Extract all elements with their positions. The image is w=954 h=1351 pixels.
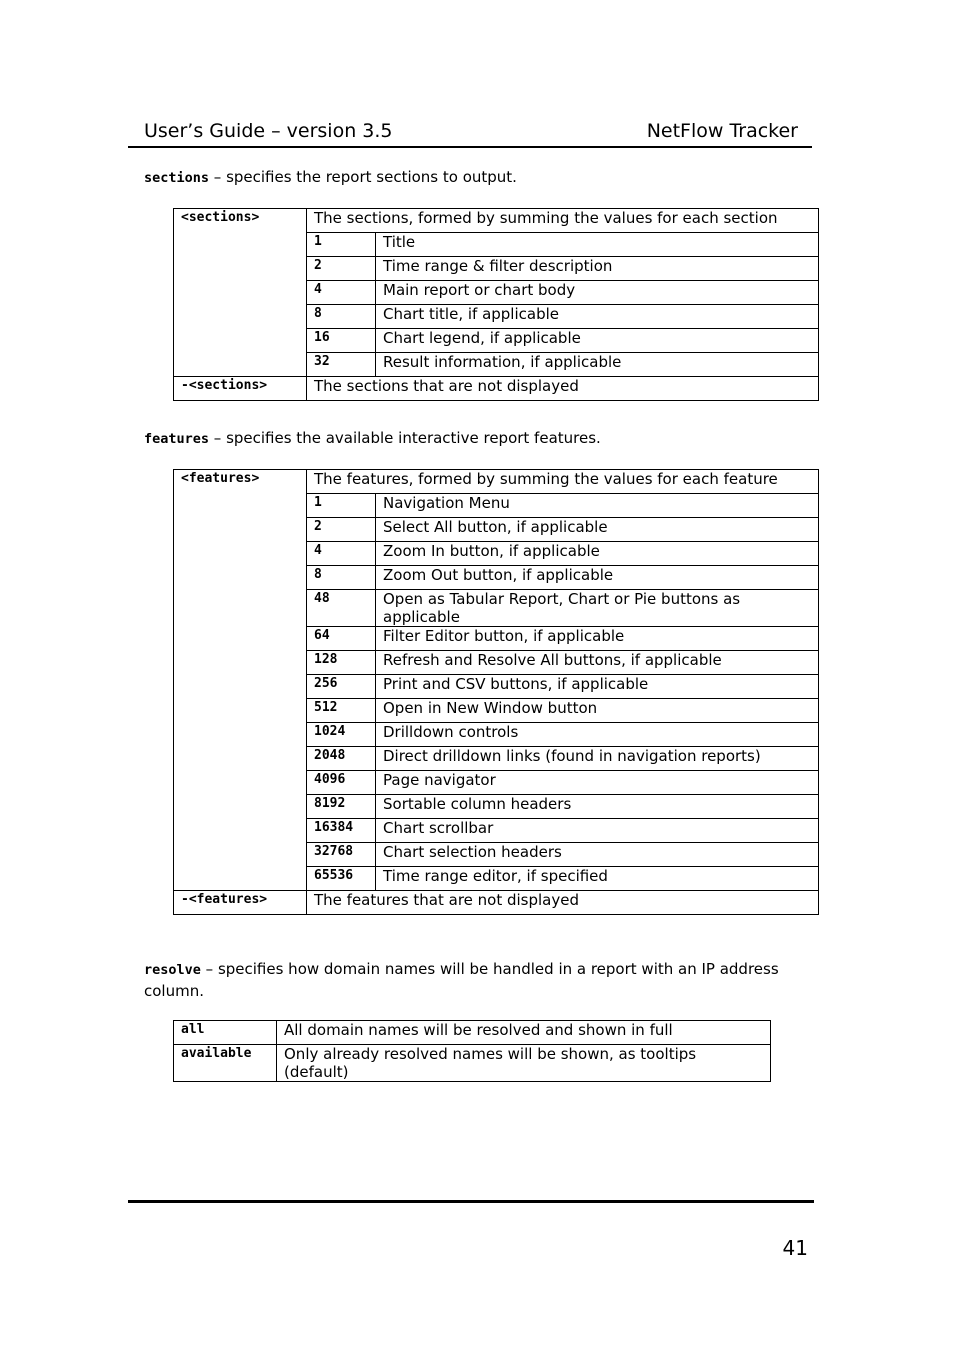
sections-code: <sections> (174, 209, 307, 377)
sections-table (173, 208, 819, 401)
features-summary-row (174, 470, 819, 494)
sections-keyword: sections (144, 170, 210, 186)
features-value: 32768 (307, 843, 376, 867)
features-description: Chart selection headers (376, 843, 819, 867)
sections-intro-text: – specifies the report sections to output. (209, 168, 517, 186)
features-intro-text: – specifies the available interactive report features. (209, 429, 601, 447)
resolve-row (174, 1021, 771, 1045)
resolve-description: All domain names will be resolved and shown in full (277, 1021, 771, 1045)
features-code: <features> (174, 470, 307, 891)
features-table (173, 469, 819, 915)
sections-value: 32 (307, 353, 376, 377)
features-intro (144, 428, 804, 450)
features-description: Open as Tabular Report, Chart or Pie buttons as applicable (376, 590, 819, 627)
resolve-row (174, 1045, 771, 1082)
features-description: Direct drilldown links (found in navigation reports) (376, 747, 819, 771)
features-value: 64 (307, 627, 376, 651)
features-description: Drilldown controls (376, 723, 819, 747)
sections-intro (144, 167, 804, 189)
sections-description: Chart legend, if applicable (376, 329, 819, 353)
features-value: 2 (307, 518, 376, 542)
sections-negation-row (174, 377, 819, 401)
sections-description: Time range & filter description (376, 257, 819, 281)
product-name: NetFlow Tracker (646, 120, 798, 142)
footer-rule (128, 1200, 814, 1203)
features-value: 8 (307, 566, 376, 590)
sections-negation-description: The sections that are not displayed (307, 377, 819, 401)
features-value: 4096 (307, 771, 376, 795)
sections-negation-code: -<sections> (174, 377, 307, 401)
features-negation-code: -<features> (174, 891, 307, 915)
sections-description: Result information, if applicable (376, 353, 819, 377)
guide-title: User’s Guide – version 3.5 (144, 120, 393, 142)
features-description: Chart scrollbar (376, 819, 819, 843)
features-value: 65536 (307, 867, 376, 891)
resolve-code: available (174, 1045, 277, 1082)
sections-value: 8 (307, 305, 376, 329)
features-description: Select All button, if applicable (376, 518, 819, 542)
features-description: Zoom Out button, if applicable (376, 566, 819, 590)
features-description: Page navigator (376, 771, 819, 795)
resolve-description: Only already resolved names will be shown, as tooltips (default) (277, 1045, 771, 1082)
features-negation-description: The features that are not displayed (307, 891, 819, 915)
resolve-intro-text: – specifies how domain names will be handled in a report with an IP address column. (144, 960, 779, 1000)
sections-summary: The sections, formed by summing the values for each section (307, 209, 819, 233)
sections-value: 1 (307, 233, 376, 257)
features-value: 48 (307, 590, 376, 627)
features-description: Navigation Menu (376, 494, 819, 518)
page-number: 41 (782, 1236, 808, 1260)
sections-description: Title (376, 233, 819, 257)
sections-value: 16 (307, 329, 376, 353)
features-description: Open in New Window button (376, 699, 819, 723)
features-value: 256 (307, 675, 376, 699)
features-description: Sortable column headers (376, 795, 819, 819)
features-value: 4 (307, 542, 376, 566)
features-value: 2048 (307, 747, 376, 771)
sections-summary-row (174, 209, 819, 233)
features-value: 1024 (307, 723, 376, 747)
features-summary: The features, formed by summing the values for each feature (307, 470, 819, 494)
features-description: Time range editor, if specified (376, 867, 819, 891)
features-keyword: features (144, 431, 210, 447)
features-description: Print and CSV buttons, if applicable (376, 675, 819, 699)
sections-value: 4 (307, 281, 376, 305)
resolve-intro (144, 959, 804, 1002)
features-value: 128 (307, 651, 376, 675)
features-value: 8192 (307, 795, 376, 819)
features-value: 1 (307, 494, 376, 518)
sections-description: Chart title, if applicable (376, 305, 819, 329)
features-value: 512 (307, 699, 376, 723)
sections-description: Main report or chart body (376, 281, 819, 305)
features-value: 16384 (307, 819, 376, 843)
sections-value: 2 (307, 257, 376, 281)
features-description: Refresh and Resolve All buttons, if applicable (376, 651, 819, 675)
features-description: Filter Editor button, if applicable (376, 627, 819, 651)
resolve-keyword: resolve (144, 962, 201, 978)
features-negation-row (174, 891, 819, 915)
page-header (128, 118, 812, 148)
resolve-code: all (174, 1021, 277, 1045)
features-description: Zoom In button, if applicable (376, 542, 819, 566)
resolve-table (173, 1020, 771, 1082)
